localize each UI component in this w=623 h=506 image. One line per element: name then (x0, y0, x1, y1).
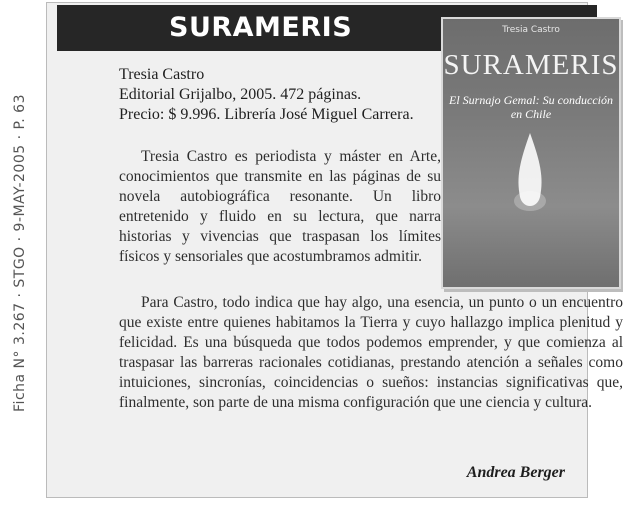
newspaper-clipping (46, 2, 623, 498)
book-cover-image (443, 19, 619, 287)
author-signature: Andrea Berger (466, 464, 565, 481)
margin-note-text: Ficha N° 3.267 · STGO · 9-MAY-2005 · P. 63 (12, 94, 28, 412)
bibliographic-info (119, 65, 441, 125)
cover-title: SURAMERIS (443, 49, 619, 81)
article-paragraph-2: Para Castro, todo indica que hay algo, una esencia, un punto o un encuentro que existe entre quienes habitamos la Tierra y cuyo hallazgo implica plenitud y felicidad. Es una búsqueda que todos podemos emprender, y que comienza al traspasar las barreras racionales cotidianas, prestando atención a señales como intuiciones, sincronías, coincidencias o sueños: instancias significativas que, finalmente, son parte de una misma configuración que une ciencia y cultura. (119, 294, 623, 411)
flame-illustration (510, 131, 550, 215)
book-publisher: Editorial Grijalbo, 2005. 472 páginas. (119, 86, 362, 103)
book-price: Precio: $ 9.996. Librería José Miguel Carrera. (119, 106, 414, 123)
book-author: Tresia Castro (119, 66, 205, 83)
article-paragraph-1: Tresia Castro es periodista y máster en Arte, conocimientos que transmite en las páginas de su novela autobiográfica resonante. Un libro entretenido y fluido en su lectura, que narra historias y vivencias que traspasan los límites físicos y sensoriales que acostumbramos admitir. (119, 148, 441, 265)
cover-author: Tresia Castro (502, 25, 560, 35)
margin-handwritten-note (0, 0, 40, 506)
page-title: SURAMERIS (169, 12, 353, 43)
cover-subtitle: El Surnajo Gemal: Su conducción en Chile (449, 93, 613, 121)
